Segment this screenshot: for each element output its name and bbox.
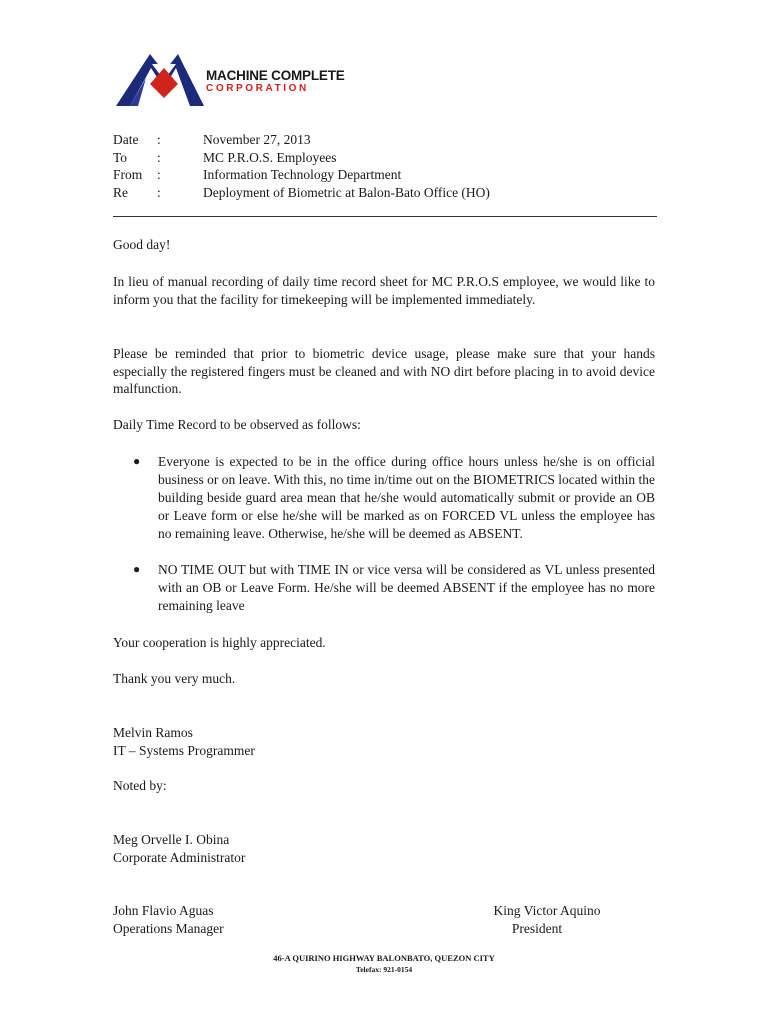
header-colon: : xyxy=(157,167,161,183)
company-name: MACHINE COMPLETE xyxy=(206,68,345,83)
header-colon: : xyxy=(157,184,161,200)
header-colon: : xyxy=(157,132,161,147)
header-value: Deployment of Biometric at Balon-Bato Office (HO) xyxy=(203,184,490,200)
president-name: King Victor Aquino xyxy=(493,903,601,918)
company-subtitle: CORPORATION xyxy=(206,83,309,94)
header-row-from xyxy=(113,166,658,184)
header-value: November 27, 2013 xyxy=(203,132,311,147)
ops-manager-title: Operations Manager xyxy=(113,921,224,936)
company-logo-mark-icon xyxy=(116,50,204,108)
thanks-line: Thank you very much. xyxy=(113,671,236,686)
header-value: MC P.R.O.S. Employees xyxy=(203,149,337,165)
bullet-icon: ● xyxy=(133,562,141,576)
bullet-item: Everyone is expected to be in the office during office hours unless he/she is on official business or on leave. With this, no time in/time out on the BIOMETRICS located within the building beside guard area mean that he/she would automatically submit or provide an OB or Leave form or else he/she will be marked as on FORCED VL unless the employee has no remaining leave. Otherwise, he/she will be deemed as ABSENT. xyxy=(158,454,655,541)
author-name: Melvin Ramos xyxy=(113,725,193,740)
header-colon: : xyxy=(157,149,161,165)
header-row-to xyxy=(113,149,658,167)
header-label: From xyxy=(113,167,143,183)
noted-by-label: Noted by: xyxy=(113,778,167,793)
header-row-re xyxy=(113,184,658,202)
author-title: IT – Systems Programmer xyxy=(113,743,255,758)
header-row-date xyxy=(113,131,658,149)
cooperation-line: Your cooperation is highly appreciated. xyxy=(113,635,326,650)
footer-address: 46-A QUIRINO HIGHWAY BALONBATO, QUEZON CITY xyxy=(273,953,495,963)
company-logo xyxy=(116,50,356,108)
greeting: Good day! xyxy=(113,237,171,252)
header-label: Re xyxy=(113,184,128,200)
footer-telefax: Telefax: 921-0154 xyxy=(355,965,413,974)
header-divider xyxy=(113,216,657,217)
header-label: To xyxy=(113,149,128,165)
paragraph-dtr-heading: Daily Time Record to be observed as follows: xyxy=(113,417,361,432)
president-title: President xyxy=(511,921,563,936)
header-value: Information Technology Department xyxy=(203,167,402,183)
paragraph-intro: In lieu of manual recording of daily time record sheet for MC P.R.O.S employee, we would like to inform you that the facility for timekeeping will be implemented immediately. xyxy=(113,274,655,307)
admin-title: Corporate Administrator xyxy=(113,850,246,865)
bullet-icon: ● xyxy=(133,454,141,468)
paragraph-reminder: Please be reminded that prior to biometric device usage, please make sure that your hands especially the registered fingers must be cleaned and with NO dirt before placing in to avoid device malfunction. xyxy=(113,346,655,397)
memo-header xyxy=(113,131,658,201)
header-label: Date xyxy=(113,132,139,147)
ops-manager-name: John Flavio Aguas xyxy=(113,903,214,918)
admin-name: Meg Orvelle I. Obina xyxy=(113,832,230,847)
bullet-item: NO TIME OUT but with TIME IN or vice versa will be considered as VL unless presented with an OB or Leave Form. He/she will be deemed ABSENT if the employee has no more remaining leave xyxy=(158,562,655,613)
